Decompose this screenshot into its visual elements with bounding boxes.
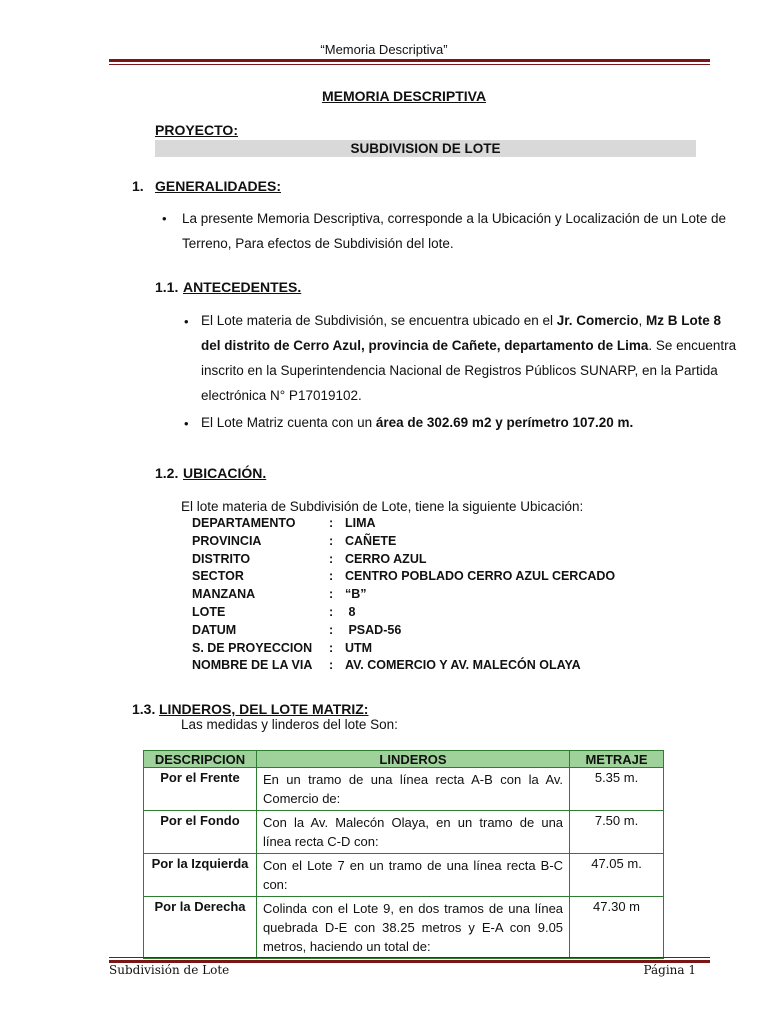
ubicacion-sep: : xyxy=(329,658,334,673)
table-header-row xyxy=(144,751,664,768)
section13-number: 1.3. xyxy=(132,701,156,717)
ubicacion-value: CENTRO POBLADO CERRO AZUL CERCADO xyxy=(345,569,616,584)
section12-number: 1.2. xyxy=(155,465,179,481)
ubicacion-value: UTM xyxy=(345,640,373,655)
cell-linderos: Con el Lote 7 en un tramo de una línea recta B-C con: xyxy=(256,854,569,897)
ubicacion-label: DEPARTAMENTO xyxy=(192,516,296,530)
ubicacion-sep: : xyxy=(329,533,334,548)
section12-heading: UBICACIÓN. xyxy=(183,465,267,481)
cell-linderos: En un tramo de una línea recta A-B con la Av. Comercio de: xyxy=(256,768,569,811)
footer-rule-thin xyxy=(109,957,710,958)
project-label: PROYECTO: xyxy=(155,122,238,138)
ubicacion-value: CAÑETE xyxy=(345,533,397,548)
table-row xyxy=(144,768,664,811)
section1-line1: La presente Memoria Descriptiva, corresponde a la Ubicación y Localización de un Lote de xyxy=(182,211,727,226)
ubicacion-label: LOTE xyxy=(192,604,226,619)
footer-page-number: Página 1 xyxy=(643,963,696,977)
section1-line2: Terreno, Para efectos de Subdivisión del lote. xyxy=(182,236,454,251)
cell-descripcion: Por el Fondo xyxy=(144,811,257,854)
antecedentes-line2 xyxy=(201,333,736,358)
ubicacion-table xyxy=(192,516,615,676)
ubicacion-sep: : xyxy=(329,622,334,637)
cell-metraje: 5.35 m. xyxy=(570,768,664,811)
ubicacion-row xyxy=(192,516,615,534)
ubicacion-row xyxy=(192,534,615,552)
section13-heading: LINDEROS, DEL LOTE MATRIZ: xyxy=(159,701,369,717)
ubicacion-row xyxy=(192,623,615,641)
cell-metraje: 47.30 m xyxy=(570,897,664,959)
ubicacion-label: DISTRITO xyxy=(192,551,251,566)
bullet-icon: • xyxy=(184,314,189,329)
text: El Lote materia de Subdivisión, se encuentra ubicado en el xyxy=(201,313,557,328)
cell-metraje: 47.05 m. xyxy=(570,854,664,897)
ubicacion-label: NOMBRE DE LA VIA xyxy=(192,658,313,673)
header-metraje: METRAJE xyxy=(570,751,664,768)
text: , xyxy=(638,313,647,328)
document-title: MEMORIA DESCRIPTIVA xyxy=(321,88,487,104)
lot-id: Mz B Lote 8 xyxy=(646,313,722,328)
ubicacion-value: AV. COMERCIO Y AV. MALECÓN OLAYA xyxy=(345,658,581,673)
antecedentes-line4: electrónica N° P17019102. xyxy=(201,388,362,403)
street-name: Jr. Comercio xyxy=(556,313,639,328)
running-header: “Memoria Descriptiva” xyxy=(320,42,448,57)
ubicacion-label: SECTOR xyxy=(192,569,244,584)
ubicacion-row xyxy=(192,569,615,587)
cell-descripcion: Por la Derecha xyxy=(144,897,257,959)
table-row xyxy=(144,854,664,897)
ubicacion-value: CERRO AZUL xyxy=(345,551,427,566)
ubicacion-value: “B” xyxy=(345,587,367,602)
project-name: SUBDIVISION DE LOTE xyxy=(350,141,501,156)
table-row xyxy=(144,897,664,959)
ubicacion-value: LIMA xyxy=(345,516,376,530)
ubicacion-value: PSAD-56 xyxy=(345,622,402,637)
section11-heading: ANTECEDENTES. xyxy=(183,279,302,295)
cell-metraje: 7.50 m. xyxy=(570,811,664,854)
antecedentes-line1 xyxy=(201,308,721,333)
ubicacion-row xyxy=(192,605,615,623)
antecedentes-line3: inscrito en la Superintendencia Nacional de Registros Públicos SUNARP, en la Partida xyxy=(201,363,718,378)
text: . Se encuentra xyxy=(648,338,737,353)
ubicacion-row xyxy=(192,658,615,676)
header-descripcion: DESCRIPCION xyxy=(144,751,257,768)
area-perimeter: área de 302.69 m2 y perímetro 107.20 m. xyxy=(375,415,634,430)
ubicacion-label: PROVINCIA xyxy=(192,533,262,548)
ubicacion-label: DATUM xyxy=(192,622,237,637)
cell-linderos: Colinda con el Lote 9, en dos tramos de una línea quebrada D-E con 38.25 metros y E-A con 9.05 metros, haciendo un total de: xyxy=(256,897,569,959)
antecedentes-area-line xyxy=(201,410,633,435)
text: El Lote Matriz cuenta con un xyxy=(201,415,376,430)
ubicacion-intro: El lote materia de Subdivisión de Lote, tiene la siguiente Ubicación: xyxy=(181,499,584,514)
district-text: del distrito de Cerro Azul, provincia de Cañete, departamento de Lima xyxy=(201,338,649,353)
table-row xyxy=(144,811,664,854)
linderos-table xyxy=(143,750,664,959)
cell-linderos: Con la Av. Malecón Olaya, en un tramo de una línea recta C-D con: xyxy=(256,811,569,854)
bullet-icon: • xyxy=(184,416,189,431)
header-linderos: LINDEROS xyxy=(256,751,569,768)
section1-heading: GENERALIDADES: xyxy=(155,178,282,194)
header-rule-thin xyxy=(109,64,710,65)
ubicacion-sep: : xyxy=(329,604,334,619)
ubicacion-sep: : xyxy=(329,587,334,602)
ubicacion-label: S. DE PROYECCION xyxy=(192,640,313,655)
cell-descripcion: Por el Frente xyxy=(144,768,257,811)
ubicacion-sep: : xyxy=(329,640,334,655)
section11-number: 1.1. xyxy=(155,279,179,295)
linderos-intro: Las medidas y linderos del lote Son: xyxy=(181,717,398,732)
cell-descripcion: Por la Izquierda xyxy=(144,854,257,897)
ubicacion-sep: : xyxy=(329,551,334,566)
ubicacion-row xyxy=(192,587,615,605)
ubicacion-label: MANZANA xyxy=(192,587,256,602)
footer-left: Subdivisión de Lote xyxy=(109,963,230,977)
ubicacion-value: 8 xyxy=(345,604,356,619)
header-rule xyxy=(109,59,710,62)
ubicacion-row xyxy=(192,552,615,570)
ubicacion-sep: : xyxy=(329,516,334,530)
bullet-icon: • xyxy=(162,211,167,226)
section1-number: 1. xyxy=(132,178,144,194)
ubicacion-row xyxy=(192,641,615,659)
ubicacion-sep: : xyxy=(329,569,334,584)
